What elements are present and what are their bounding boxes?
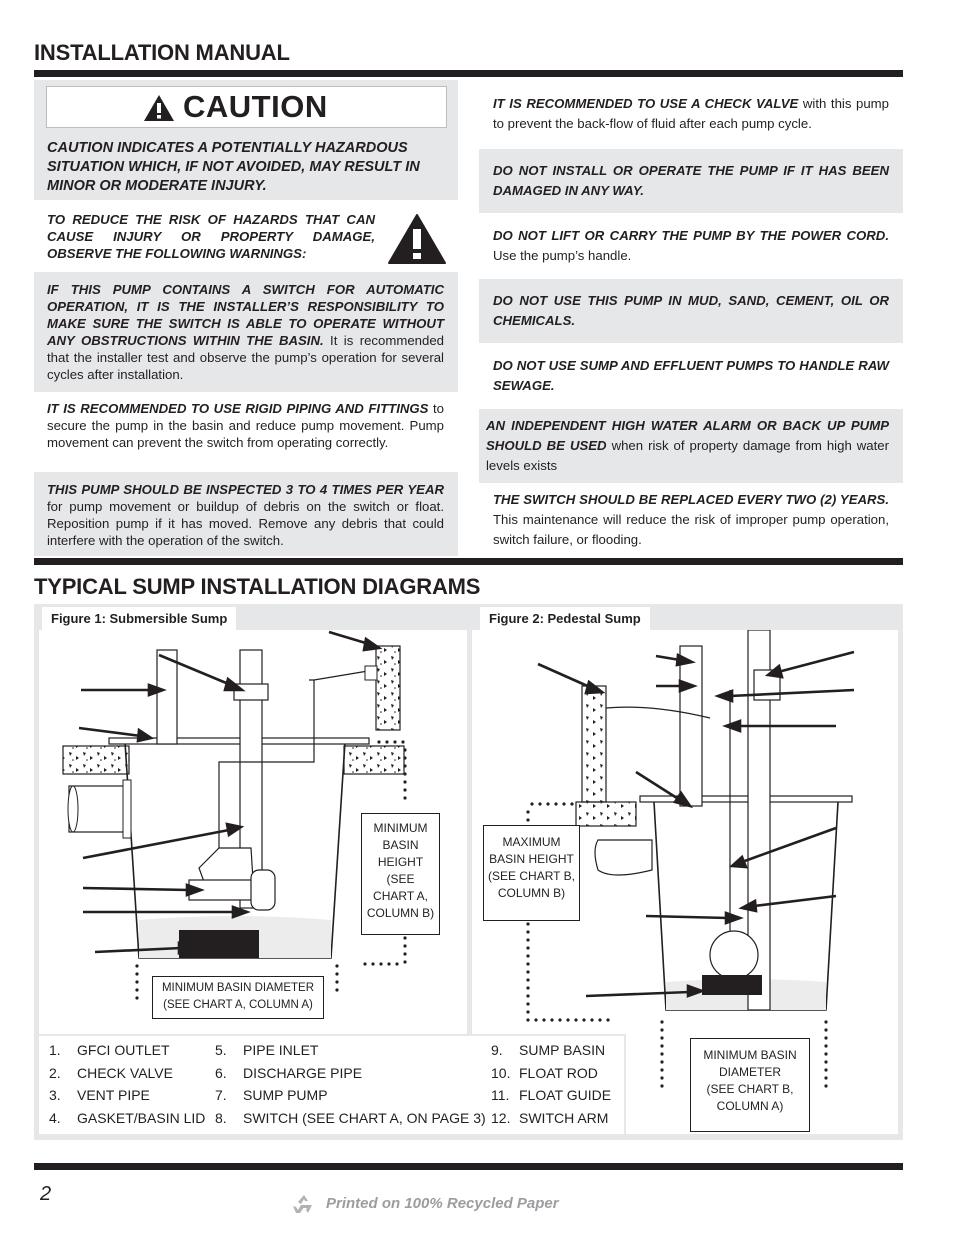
concrete-floor xyxy=(576,802,636,826)
pump-base xyxy=(702,975,762,995)
warning-automatic-switch: IF THIS PUMP CONTAINS A SWITCH FOR AUTOMATIC OPERATION, IT IS THE INSTALLER’S RESPONSIBILITY TO MAKE SURE THE SWITCH IS ABLE TO OPERATE WITHOUT ANY OBSTRUCTIONS WITHIN THE BASIN. It is recommended that the installer test and observe the pump’s operation for several cycles after installation. xyxy=(47,282,444,382)
section-rule xyxy=(34,558,903,565)
inlet-pipe xyxy=(595,840,652,875)
page-header-title: INSTALLATION MANUAL xyxy=(34,40,290,65)
max-basin-height-note: MAXIMUM BASIN HEIGHT (SEE CHART B, COLUMN B) xyxy=(483,825,580,921)
legend-column-1 xyxy=(49,1039,205,1129)
warning-inspection: THIS PUMP SHOULD BE INSPECTED 3 TO 4 TIMES PER YEAR for pump movement or buildup of debris on the switch or float. Reposition pump if it has moved. Remove any debris that could interfere with the operation of the switch. xyxy=(47,482,444,548)
legend-item: 2. CHECK VALVE xyxy=(49,1064,173,1081)
warning-rigid-piping: IT IS RECOMMENDED TO USE RIGID PIPING AND FITTINGS to secure the pump in the basin and reduce pump movement. Pump movement can prevent the switch from operating correctly. xyxy=(47,401,444,450)
exclamation-warning-icon xyxy=(387,213,447,265)
recycled-paper-note: Printed on 100% Recycled Paper xyxy=(326,1195,559,1212)
concrete-wall xyxy=(376,646,400,730)
caution-intro: TO REDUCE THE RISK OF HAZARDS THAT CAN CAUSE INJURY OR PROPERTY DAMAGE, OBSERVE THE FOLLOWING WARNINGS: xyxy=(47,212,375,261)
legend-item: 6. DISCHARGE PIPE xyxy=(215,1064,363,1081)
min-basin-height-note: MINIMUM BASIN HEIGHT (SEE CHART A, COLUMN B) xyxy=(361,813,440,935)
concrete-floor-right xyxy=(344,746,404,774)
min-basin-diameter-note-fig2: MINIMUM BASIN DIAMETER (SEE CHART B, COLUMN A) xyxy=(690,1038,810,1132)
caution-title: CAUTION xyxy=(183,89,328,124)
vent-pipe xyxy=(680,646,702,806)
header-rule xyxy=(34,70,903,77)
page-number: 2 xyxy=(40,1183,52,1205)
vent-pipe xyxy=(157,650,177,744)
warning-raw-sewage: DO NOT USE SUMP AND EFFLUENT PUMPS TO HANDLE RAW SEWAGE. xyxy=(493,358,889,393)
warning-triangle-icon xyxy=(143,94,175,122)
figure-2-label: Figure 2: Pedestal Sump xyxy=(480,607,650,631)
warning-damaged: DO NOT INSTALL OR OPERATE THE PUMP IF IT HAS BEEN DAMAGED IN ANY WAY. xyxy=(493,163,889,198)
warning-mud-sand: DO NOT USE THIS PUMP IN MUD, SAND, CEMENT, OIL OR CHEMICALS. xyxy=(493,293,889,328)
legend-item: 12. SWITCH ARM xyxy=(491,1109,609,1126)
warning-check-valve: IT IS RECOMMENDED TO USE A CHECK VALVE with this pump to prevent the back-flow of fluid after each pump cycle. xyxy=(493,96,889,131)
figure-1-label: Figure 1: Submersible Sump xyxy=(42,607,236,631)
min-basin-diameter-note-fig1: MINIMUM BASIN DIAMETER (SEE CHART A, COLUMN A) xyxy=(152,976,324,1019)
legend-item: 5. PIPE INLET xyxy=(215,1042,319,1058)
warning-high-water-alarm: AN INDEPENDENT HIGH WATER ALARM OR BACK UP PUMP SHOULD BE USED when risk of property damage from high water levels exists xyxy=(486,418,890,473)
legend-item: 1. GFCI OUTLET xyxy=(49,1042,170,1058)
caution-definition: CAUTION INDICATES A POTENTIALLY HAZARDOUS SITUATION WHICH, IF NOT AVOIDED, MAY RESULT IN MINOR OR MODERATE INJURY. xyxy=(47,140,420,194)
warning-power-cord: DO NOT LIFT OR CARRY THE PUMP BY THE POWER CORD. Use the pump’s handle. xyxy=(493,228,889,263)
float-ball xyxy=(710,931,758,979)
legend-item: 10. FLOAT ROD xyxy=(491,1064,598,1081)
legend-item: 11. FLOAT GUIDE xyxy=(491,1087,612,1103)
float-switch xyxy=(251,870,275,910)
caution-banner xyxy=(46,86,447,128)
warning-switch-replace: THE SWITCH SHOULD BE REPLACED EVERY TWO (2) YEARS. This maintenance will reduce the risk of improper pump operation, switch failure, or flooding. xyxy=(493,492,889,547)
pump-base xyxy=(179,930,259,958)
legend-column-2 xyxy=(215,1039,486,1129)
basin-lid xyxy=(640,796,852,802)
legend-item: 4. GASKET/BASIN LID xyxy=(49,1109,206,1126)
concrete-wall xyxy=(582,686,606,802)
concrete-floor-left xyxy=(63,746,129,774)
legend-item: 8. SWITCH (SEE CHART A, ON PAGE 3) xyxy=(215,1109,486,1126)
footer-rule xyxy=(34,1163,903,1170)
legend-item: 9. SUMP BASIN xyxy=(491,1042,606,1058)
recycle-icon xyxy=(292,1193,316,1215)
legend-column-3 xyxy=(491,1039,611,1129)
legend-item: 7. SUMP PUMP xyxy=(215,1087,328,1103)
legend-item: 3. VENT PIPE xyxy=(49,1087,150,1103)
diagrams-title: TYPICAL SUMP INSTALLATION DIAGRAMS xyxy=(34,574,481,599)
